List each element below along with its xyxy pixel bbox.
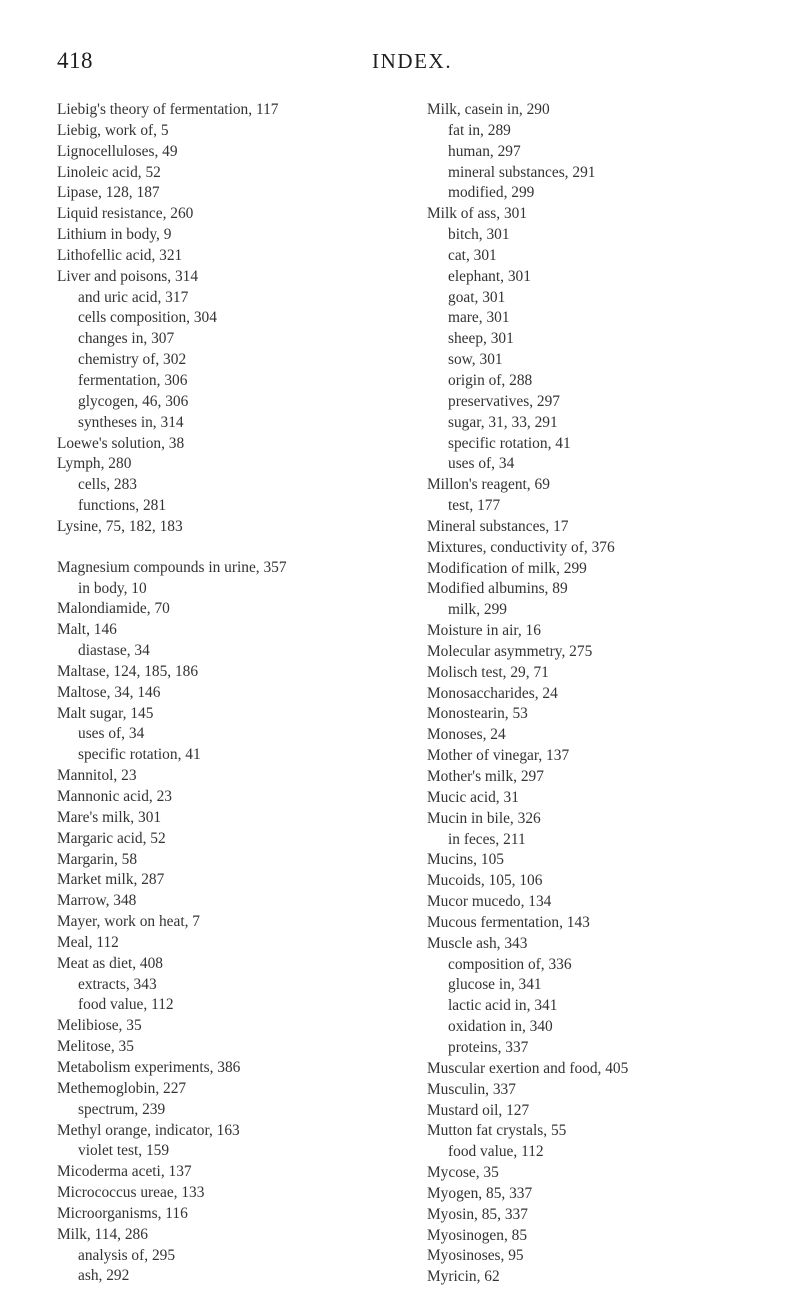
index-entry: Myosinoses, 95 xyxy=(427,1247,524,1265)
index-entry: Moisture in air, 16 xyxy=(427,622,541,640)
index-subentry: lactic acid in, 341 xyxy=(448,997,558,1015)
index-entry: Monosaccharides, 24 xyxy=(427,684,558,702)
index-entry: Meat as diet, 408 xyxy=(57,954,163,972)
page-number: 418 xyxy=(57,48,93,73)
index-subentry: modified, 299 xyxy=(448,184,535,202)
index-subentry: goat, 301 xyxy=(448,288,506,306)
index-subentry: composition of, 336 xyxy=(448,955,572,973)
index-subentry: mare, 301 xyxy=(448,309,510,327)
index-subentry: extracts, 343 xyxy=(78,975,157,993)
index-entry: Mother's milk, 297 xyxy=(427,768,544,785)
index-subentry: changes in, 307 xyxy=(78,330,175,348)
index-entry: Lysine, 75, 182, 183 xyxy=(57,517,183,535)
index-subentry: chemistry of, 302 xyxy=(78,351,187,369)
index-entry: Milk, casein in, 290 xyxy=(427,101,550,118)
index-entry: Maltose, 34, 146 xyxy=(57,683,161,701)
index-entry: Liver and poisons, 314 xyxy=(57,267,199,285)
index-subentry: proteins, 337 xyxy=(448,1038,529,1056)
index-entry: Myosinogen, 85 xyxy=(427,1226,528,1244)
index-entry: Microorganisms, 116 xyxy=(57,1204,188,1222)
index-entry: Mucoids, 105, 106 xyxy=(427,872,543,890)
index-subentry: mineral substances, 291 xyxy=(448,163,596,181)
index-entry: Melitose, 35 xyxy=(57,1038,134,1056)
index-entry: Musculin, 337 xyxy=(427,1080,516,1098)
index-entry: Muscular exertion and food, 405 xyxy=(427,1059,629,1077)
index-subentry: sow, 301 xyxy=(448,351,503,369)
index-subentry: food value, 112 xyxy=(78,996,174,1014)
index-subentry: cells, 283 xyxy=(78,476,137,494)
index-subentry: cat, 301 xyxy=(448,246,497,264)
index-entry: Monostearin, 53 xyxy=(427,705,528,723)
index-subentry: milk, 299 xyxy=(448,601,507,619)
index-entry: Mother of vinegar, 137 xyxy=(427,747,570,765)
index-group-m xyxy=(57,558,427,1288)
index-subentry: human, 297 xyxy=(448,142,521,160)
index-entry: Metabolism experiments, 386 xyxy=(57,1058,241,1076)
index-entry: Micoderma aceti, 137 xyxy=(57,1163,192,1181)
index-entry: Malt sugar, 145 xyxy=(57,704,154,722)
index-entry: Mare's milk, 301 xyxy=(57,808,162,826)
index-entry: Muscle ash, 343 xyxy=(427,934,528,952)
index-subentry: test, 177 xyxy=(448,497,501,515)
index-subentry: sugar, 31, 33, 291 xyxy=(448,413,558,431)
index-entry: Loewe's solution, 38 xyxy=(57,434,185,452)
index-subentry: origin of, 288 xyxy=(448,371,533,389)
index-entry: Mycose, 35 xyxy=(427,1164,499,1182)
index-entry: Lithium in body, 9 xyxy=(57,226,172,244)
page-title: INDEX. xyxy=(372,49,453,73)
index-subentry: specific rotation, 41 xyxy=(448,434,571,452)
index-entry: Mucic acid, 31 xyxy=(427,788,519,806)
index-subentry: specific rotation, 41 xyxy=(78,746,201,764)
index-subentry: glucose in, 341 xyxy=(448,976,542,994)
index-subentry: in feces, 211 xyxy=(448,830,526,848)
index-group-l xyxy=(57,100,427,538)
index-subentry: sheep, 301 xyxy=(448,330,514,348)
index-entry: Methemoglobin, 227 xyxy=(57,1079,187,1097)
index-entry: Milk, 114, 286 xyxy=(57,1225,148,1243)
index-entry: Mucor mucedo, 134 xyxy=(427,893,552,911)
index-entry: Monoses, 24 xyxy=(427,726,506,744)
index-entry: Mineral substances, 17 xyxy=(427,517,569,535)
index-entry: Lymph, 280 xyxy=(57,455,132,473)
index-subentry: analysis of, 295 xyxy=(78,1246,176,1264)
index-subentry: and uric acid, 317 xyxy=(78,288,189,306)
index-entry: Methyl orange, indicator, 163 xyxy=(57,1121,240,1139)
index-entry: Liebig, work of, 5 xyxy=(57,121,169,139)
index-subentry: glycogen, 46, 306 xyxy=(78,392,189,410)
index-entry: Millon's reagent, 69 xyxy=(427,476,550,494)
index-entry: Meal, 112 xyxy=(57,933,119,951)
index-entry: Malt, 146 xyxy=(57,621,117,639)
index-entry: Modified albumins, 89 xyxy=(427,580,568,598)
index-subentry: cells composition, 304 xyxy=(78,309,217,327)
index-entry: Malondiamide, 70 xyxy=(57,600,170,618)
index-subentry: uses of, 34 xyxy=(448,455,515,473)
index-entry: Marrow, 348 xyxy=(57,892,137,910)
index-column-left xyxy=(57,100,427,1287)
index-subentry: bitch, 301 xyxy=(448,226,510,244)
page-header xyxy=(0,48,800,84)
index-subentry: elephant, 301 xyxy=(448,267,531,285)
index-entry: Myricin, 62 xyxy=(427,1268,500,1286)
index-entry: Mixtures, conductivity of, 376 xyxy=(427,538,615,556)
index-subentry: violet test, 159 xyxy=(78,1142,170,1160)
index-entry: Milk of ass, 301 xyxy=(427,205,528,223)
index-subentry: preservatives, 297 xyxy=(448,392,560,410)
index-subentry: diastase, 34 xyxy=(78,642,150,660)
index-entry: Mustard oil, 127 xyxy=(427,1101,530,1119)
index-entry: Mucin in bile, 326 xyxy=(427,809,541,827)
index-entry: Margaric acid, 52 xyxy=(57,829,166,847)
index-entry: Linoleic acid, 52 xyxy=(57,163,161,181)
index-subentry: food value, 112 xyxy=(448,1143,544,1161)
index-entry: Liquid resistance, 260 xyxy=(57,205,194,223)
index-column-right xyxy=(427,100,792,1288)
index-entry: Modification of milk, 299 xyxy=(427,559,587,577)
index-entry: Molisch test, 29, 71 xyxy=(427,663,549,681)
index-entry: Liebig's theory of fermentation, 117 xyxy=(57,101,279,118)
index-entry: Micrococcus ureae, 133 xyxy=(57,1184,205,1202)
index-entry: Mucous fermentation, 143 xyxy=(427,913,590,931)
index-entry: Lithofellic acid, 321 xyxy=(57,246,183,264)
index-entry: Market milk, 287 xyxy=(57,871,165,889)
index-entry: Lipase, 128, 187 xyxy=(57,184,160,202)
index-entry: Mannonic acid, 23 xyxy=(57,788,172,805)
index-subentry: fermentation, 306 xyxy=(78,371,188,389)
group-gap xyxy=(57,538,427,558)
index-subentry: in body, 10 xyxy=(78,579,147,597)
index-subentry: fat in, 289 xyxy=(448,121,511,139)
index-entry: Myogen, 85, 337 xyxy=(427,1184,533,1202)
index-group-m-continued xyxy=(427,100,792,1288)
index-subentry: oxidation in, 340 xyxy=(448,1018,553,1036)
index-subentry: syntheses in, 314 xyxy=(78,413,184,431)
index-entry: Melibiose, 35 xyxy=(57,1017,142,1035)
index-entry: Myosin, 85, 337 xyxy=(427,1205,528,1223)
index-entry: Mayer, work on heat, 7 xyxy=(57,913,200,931)
index-entry: Mutton fat crystals, 55 xyxy=(427,1122,567,1140)
index-entry: Lignocelluloses, 49 xyxy=(57,142,178,160)
index-entry: Mannitol, 23 xyxy=(57,767,137,785)
index-subentry: functions, 281 xyxy=(78,497,167,515)
index-entry: Magnesium compounds in urine, 357 xyxy=(57,558,287,576)
index-entry: Margarin, 58 xyxy=(57,850,138,868)
index-entry: Maltase, 124, 185, 186 xyxy=(57,662,199,680)
index-subentry: uses of, 34 xyxy=(78,725,145,743)
index-entry: Molecular asymmetry, 275 xyxy=(427,642,593,660)
index-subentry: ash, 292 xyxy=(78,1267,130,1285)
index-entry: Mucins, 105 xyxy=(427,851,504,869)
index-subentry: spectrum, 239 xyxy=(78,1100,166,1118)
